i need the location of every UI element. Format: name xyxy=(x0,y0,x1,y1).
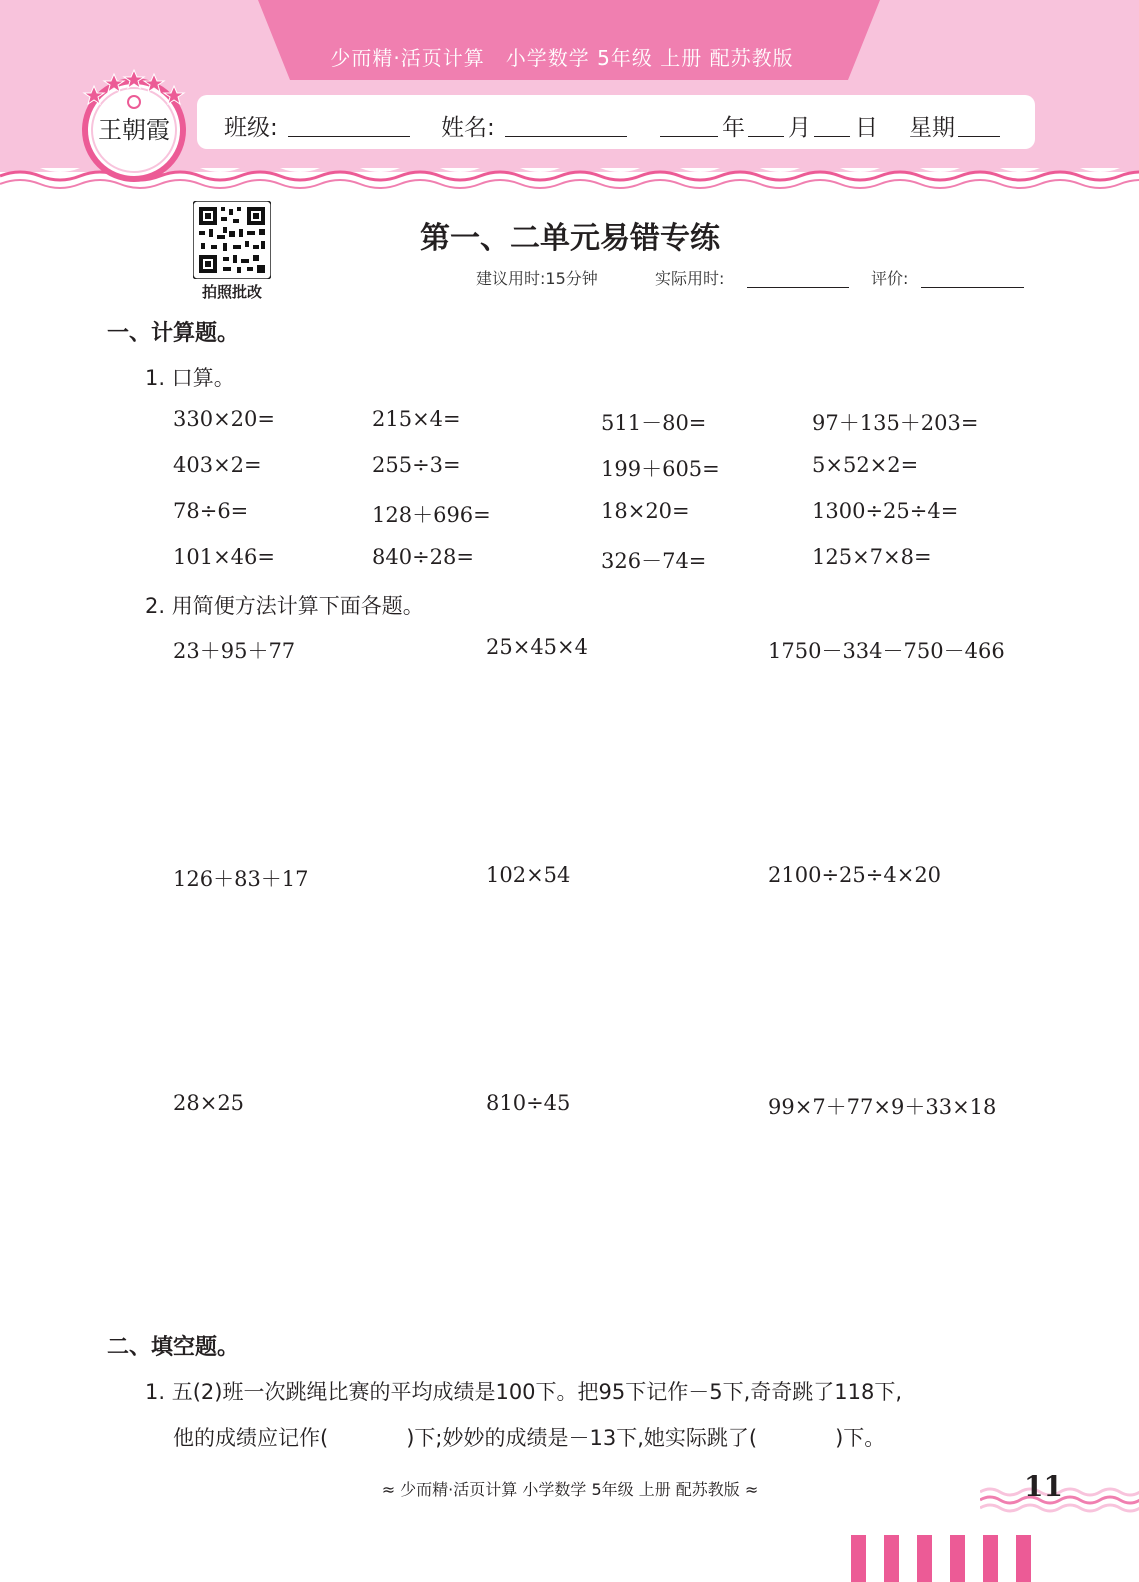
oral-calc-item: 101×46= xyxy=(173,545,275,569)
edge-tab-bar xyxy=(917,1535,932,1582)
page-number: 11 xyxy=(1024,1470,1063,1503)
name-field[interactable] xyxy=(505,110,627,137)
oral-calc-item: 18×20= xyxy=(601,499,690,523)
qr-label: 拍照批改 xyxy=(201,283,262,301)
oral-calc-item: 255÷3= xyxy=(372,453,461,477)
section-2-heading: 二、填空题。 xyxy=(107,1335,240,1360)
simplify-item: 25×45×4 xyxy=(486,635,588,659)
simplify-item: 99×7＋77×9＋33×18 xyxy=(768,1095,997,1119)
oral-calc-item: 78÷6= xyxy=(173,499,249,523)
oral-calc-item: 326－74= xyxy=(601,549,707,573)
series-title: 少而精·活页计算 小学数学 5年级 上册 配苏教版 xyxy=(330,46,794,70)
simplify-item: 2100÷25÷4×20 xyxy=(768,863,942,887)
logo-text: 王朝霞 xyxy=(98,116,170,144)
year-field[interactable] xyxy=(660,110,718,137)
simplify-item: 23＋95＋77 xyxy=(173,639,296,663)
page-title: 第一、二单元易错专练 xyxy=(420,221,720,256)
fill-text-a: 他的成绩应记作( xyxy=(173,1426,329,1450)
evaluation-field[interactable] xyxy=(921,270,1024,288)
fill-text-c: )下。 xyxy=(835,1426,886,1450)
month-field[interactable] xyxy=(748,110,784,137)
fill-question-line-1: 1. 五(2)班一次跳绳比赛的平均成绩是100下。把95下记作－5下,奇奇跳了118下, xyxy=(145,1380,903,1404)
fill-text-b: )下;妙妙的成绩是－13下,她实际跳了( xyxy=(406,1426,758,1450)
class-label: 班级: xyxy=(224,115,278,141)
section-1-heading: 一、计算题。 xyxy=(107,321,240,346)
actual-time-label: 实际用时: xyxy=(655,269,725,288)
name-label: 姓名: xyxy=(441,115,495,141)
oral-calc-item: 97＋135＋203= xyxy=(812,411,979,435)
oral-calc-item: 5×52×2= xyxy=(812,453,919,477)
edge-tab-bar xyxy=(950,1535,965,1582)
day-label: 日 xyxy=(855,115,878,141)
suggested-time: 建议用时:15分钟 xyxy=(476,269,598,288)
edge-tab-bar xyxy=(1016,1535,1031,1582)
q2-heading: 2. 用简便方法计算下面各题。 xyxy=(145,594,424,618)
oral-calc-item: 215×4= xyxy=(372,407,461,431)
qr-code-icon[interactable] xyxy=(193,201,271,279)
oral-calc-item: 125×7×8= xyxy=(812,545,932,569)
simplify-item: 28×25 xyxy=(173,1091,245,1115)
evaluation-label: 评价: xyxy=(871,269,909,288)
simplify-item: 810÷45 xyxy=(486,1091,571,1115)
oral-calc-item: 840÷28= xyxy=(372,545,474,569)
actual-time-field[interactable] xyxy=(747,270,849,288)
oral-calc-item: 128＋696= xyxy=(372,503,491,527)
fill-question-line-2 xyxy=(173,1422,885,1452)
simplify-item: 126＋83＋17 xyxy=(173,867,309,891)
edge-tab-bar xyxy=(884,1535,899,1582)
oral-calc-item: 403×2= xyxy=(173,453,262,477)
weekday-field[interactable] xyxy=(958,110,1000,137)
class-field[interactable] xyxy=(288,110,410,137)
edge-tab-bar xyxy=(851,1535,866,1582)
simplify-item: 102×54 xyxy=(486,863,571,887)
day-field[interactable] xyxy=(814,110,850,137)
q1-heading: 1. 口算。 xyxy=(145,366,235,390)
weekday-label: 星期 xyxy=(909,115,955,141)
oral-calc-item: 330×20= xyxy=(173,407,275,431)
simplify-item: 1750－334－750－466 xyxy=(768,639,1005,663)
month-label: 月 xyxy=(788,115,811,141)
edge-tab-bar xyxy=(983,1535,998,1582)
oral-calc-item: 199＋605= xyxy=(601,457,720,481)
oral-calc-item: 1300÷25÷4= xyxy=(812,499,959,523)
footer-text: ≈ 少而精·活页计算 小学数学 5年级 上册 配苏教版 ≈ xyxy=(381,1480,759,1499)
oral-calc-item: 511－80= xyxy=(601,411,707,435)
year-label: 年 xyxy=(722,115,745,141)
